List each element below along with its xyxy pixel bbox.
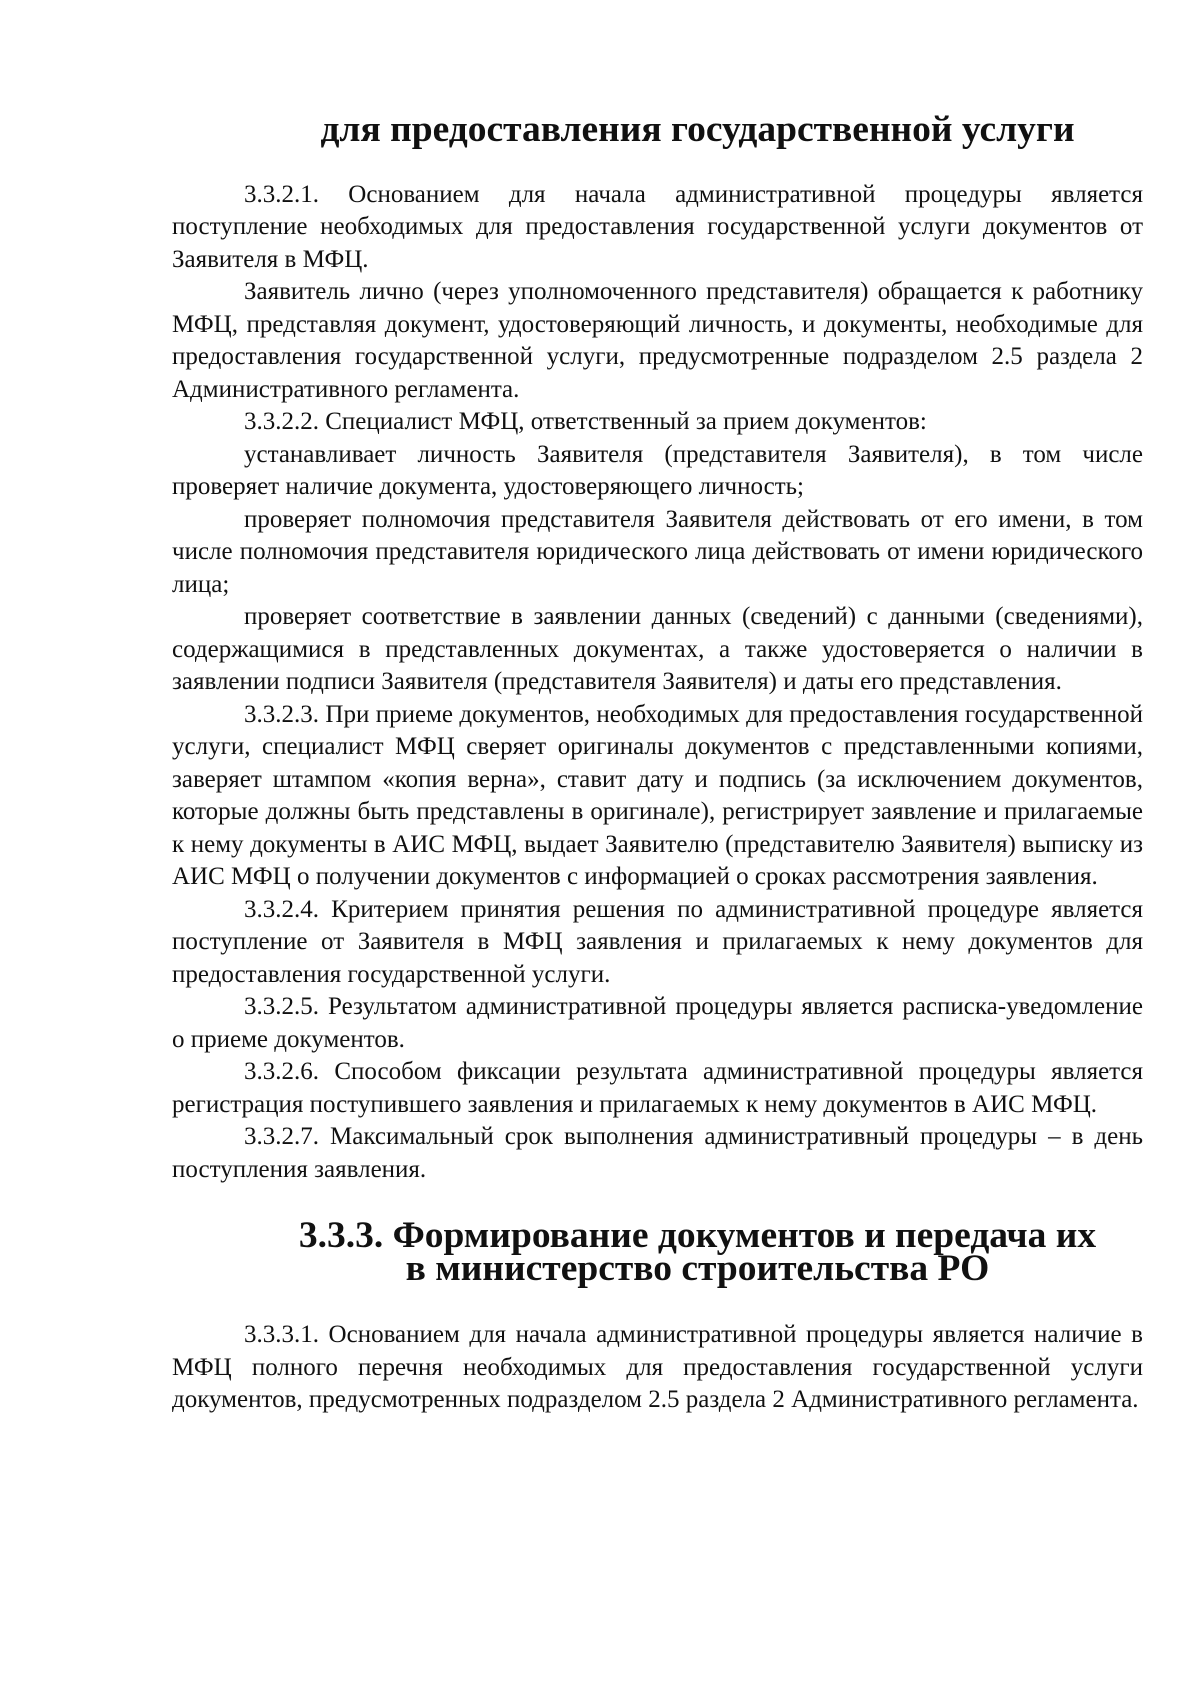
paragraph-3-3-2-4: 3.3.2.4. Критерием принятия решения по административной процедуре является поступление от Заявителя в МФЦ заявления и прилагаемых к нему документов для предоставления государственной услуги. (172, 895, 1143, 988)
subsection-heading-continued: для предоставления государственной услуги (320, 109, 1075, 150)
paragraph-applicant-appeal: Заявитель лично (через уполномоченного представителя) обращается к работнику МФЦ, представляя документ, удостоверяющий личность, и документы, необходимые для предоставления государственной услуги, предусмотренные подразделом 2.5 раздела 2 Административного регламента. (172, 278, 1143, 403)
paragraph-3-3-2-5: 3.3.2.5. Результатом административной процедуры является расписка-уведомление о приеме документов. (172, 993, 1143, 1053)
document-body (172, 109, 1143, 1417)
paragraph-3-3-2-3: 3.3.2.3. При приеме документов, необходимых для предоставления государственной услуги, специалист МФЦ сверяет оригиналы документов с представленными копиями, заверяет штампом «копия верна», ставит дату и подпись (за исключением документов, которые должны быть представлены в оригинале), регистрирует заявление и прилагаемые к нему документы в АИС МФЦ, выдает Заявителю (представителю Заявителя) выписку из АИС МФЦ о получении документов с информацией о сроках рассмотрения заявления. (172, 700, 1143, 890)
section-heading-3-3-3 (172, 1215, 1143, 1289)
section-heading-line-1: 3.3.3. Формирование документов и передача их (298, 1215, 1097, 1256)
paragraph-3-3-2-6: 3.3.2.6. Способом фиксации результата административной процедуры является регистрация поступившего заявления и прилагаемых к нему документов в АИС МФЦ. (172, 1058, 1143, 1118)
section-heading-line-2: в министерство строительства РО (405, 1247, 990, 1289)
paragraph-3-3-3-1: 3.3.3.1. Основанием для начала административной процедуры является наличие в МФЦ полного перечня необходимых для предоставления государственной услуги документов, предусмотренных подразделом 2.5 раздела 2 Административного регламента. (172, 1321, 1143, 1413)
paragraph-3-3-2-1: 3.3.2.1. Основанием для начала административной процедуры является поступление необходимых для предоставления государственной услуги документов от Заявителя в МФЦ. (172, 180, 1143, 273)
paragraph-3-3-2-7: 3.3.2.7. Максимальный срок выполнения административный процедуры – в день поступления заявления. (172, 1123, 1143, 1183)
paragraph-3-3-2-2: 3.3.2.2. Специалист МФЦ, ответственный за прием документов: (244, 408, 927, 435)
paragraph-data-check: проверяет соответствие в заявлении данных (сведений) с данными (сведениями), содержащимися в представленных документах, а также удостоверяется о наличии в заявлении подписи Заявителя (представителя Заявителя) и даты его представления. (172, 603, 1143, 695)
paragraph-identity-check: устанавливает личность Заявителя (представителя Заявителя), в том числе проверяет наличие документа, удостоверяющего личность; (172, 440, 1143, 500)
paragraph-authority-check: проверяет полномочия представителя Заявителя действовать от его имени, в том числе полномочия представителя юридического лица действовать от имени юридического лица; (172, 505, 1143, 598)
